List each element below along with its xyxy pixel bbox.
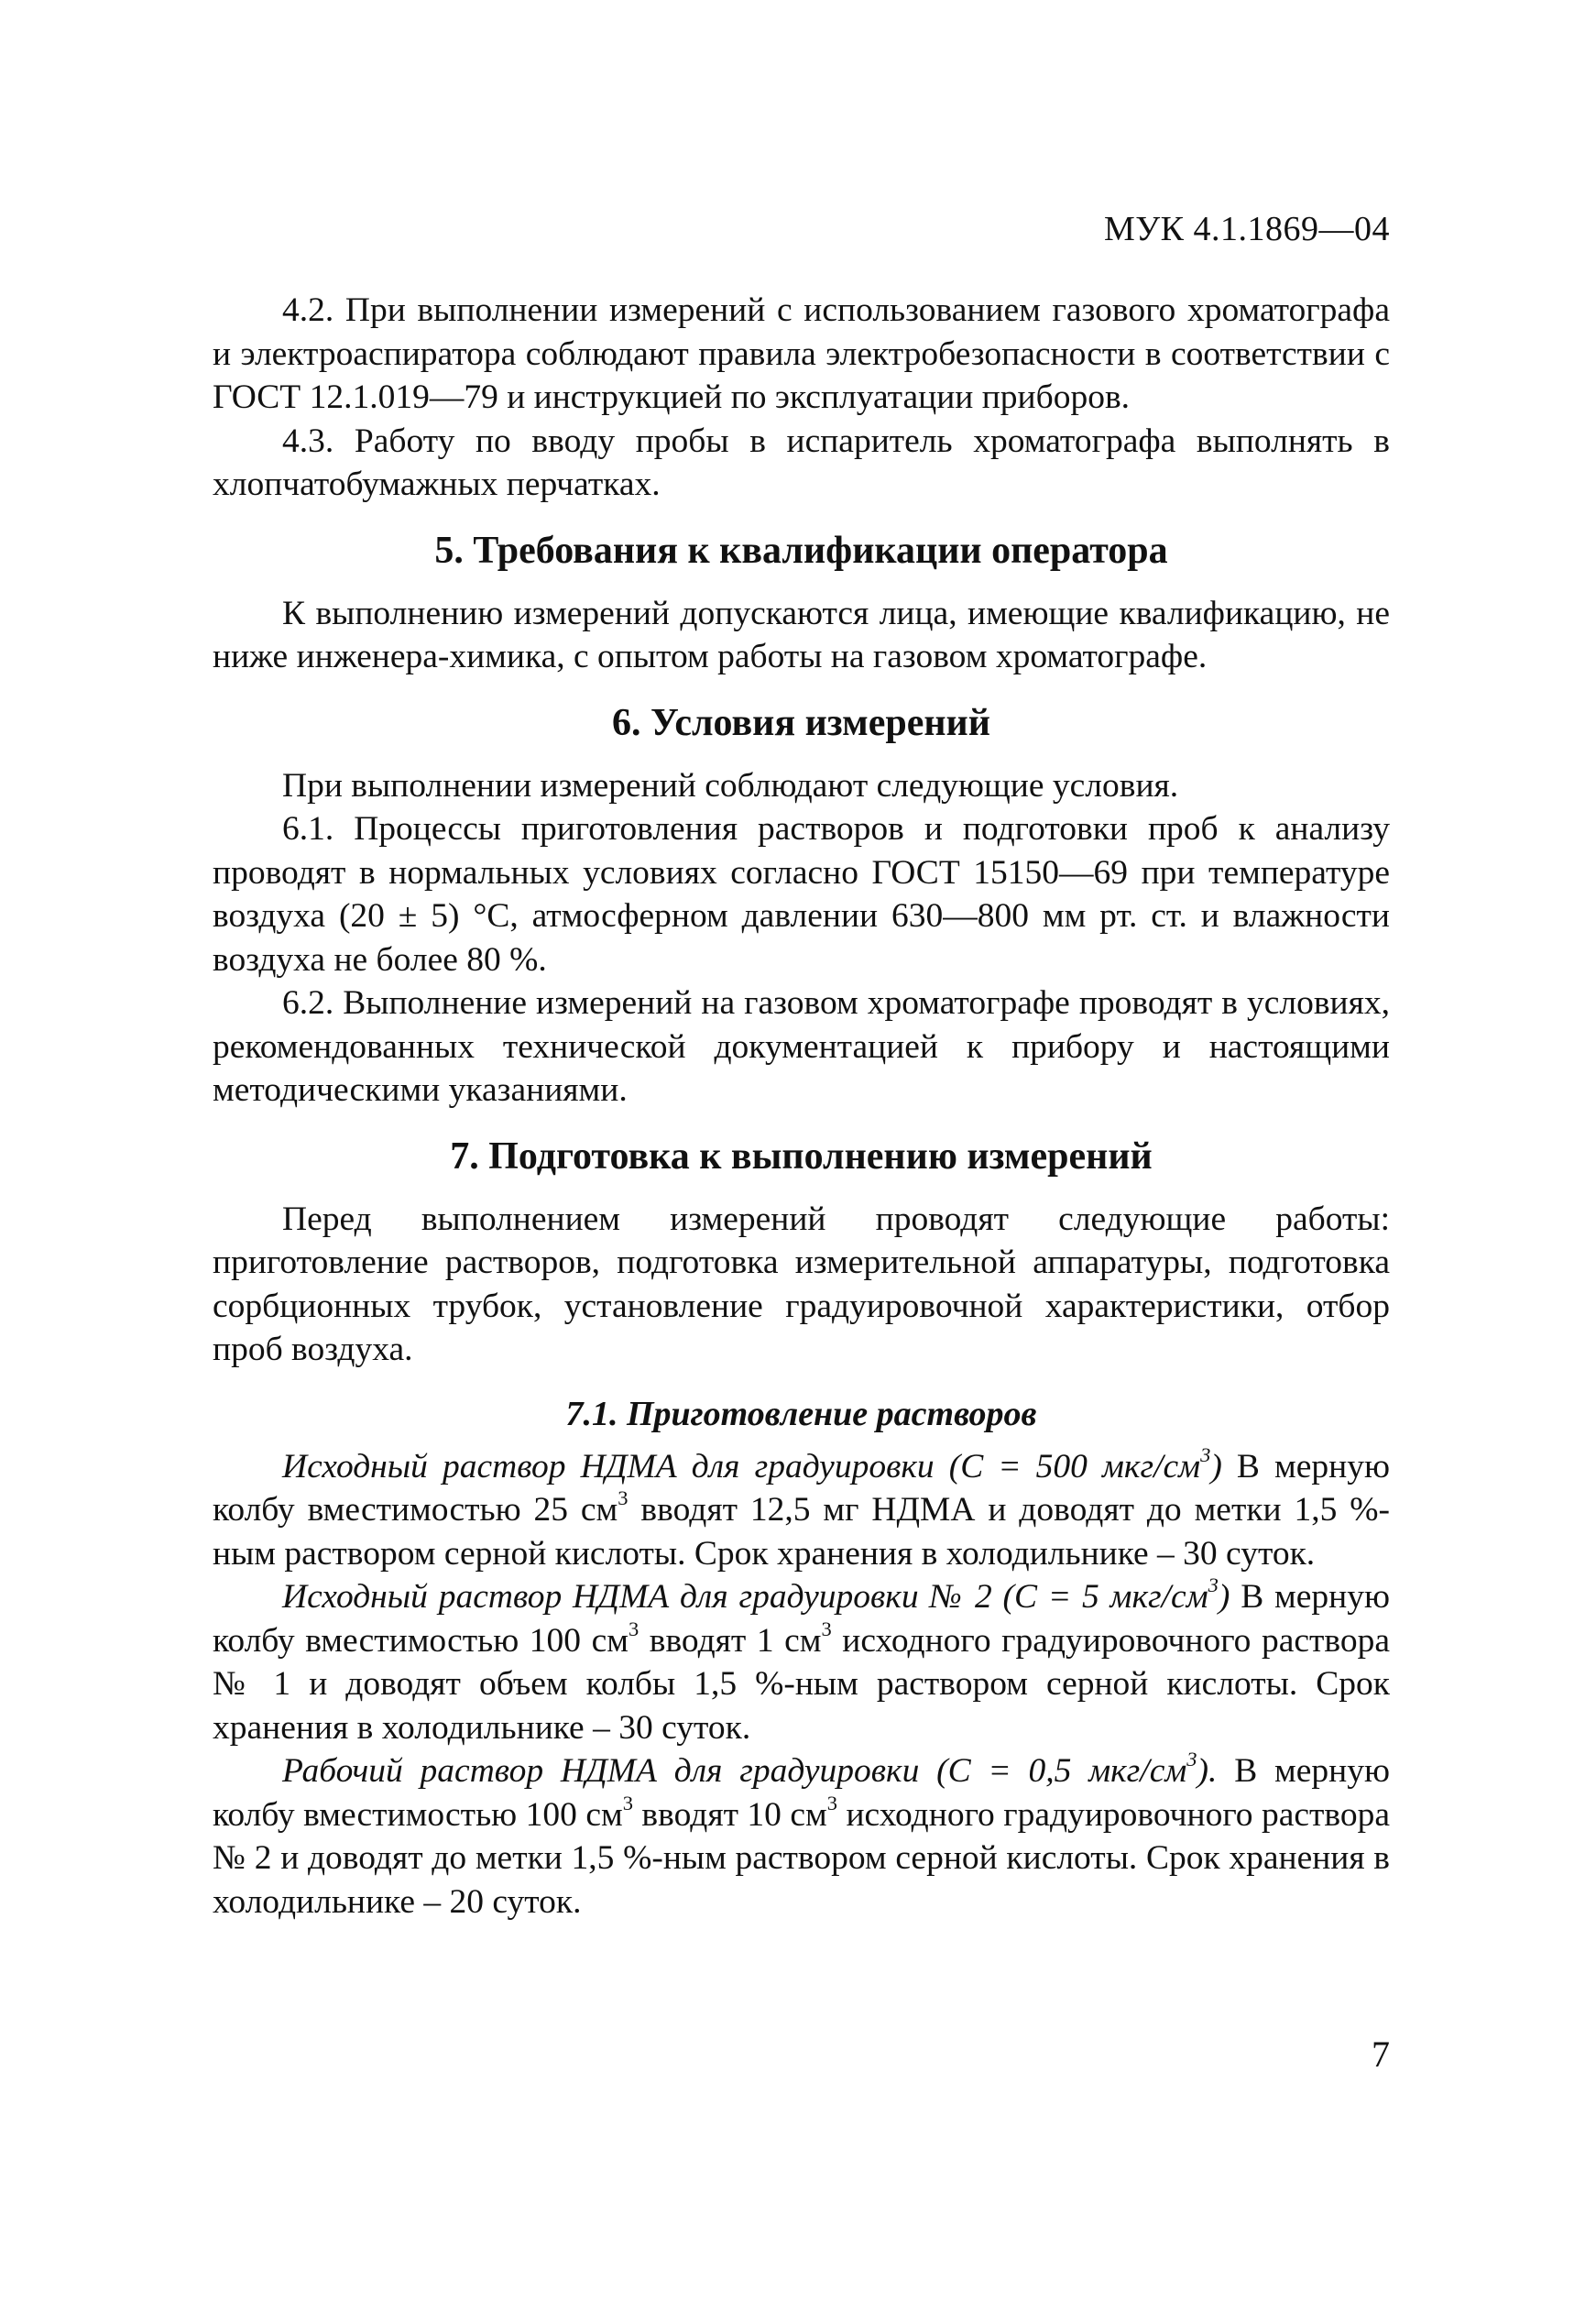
page-number: 7 [1372,2034,1390,2075]
solution-2-lead-end: ) [1218,1578,1230,1616]
section-7-title: 7. Подготовка к выполнению измерений [450,1135,1153,1178]
solution-2-paragraph [213,1575,1390,1749]
solution-1-lead-end: ) [1210,1447,1222,1485]
solution-2-sup-1: 3 [628,1617,639,1640]
paragraph-6-1: 6.1. Процессы приготовления растворов и подготовки проб к анализу проводят в нормальных условиях согласно ГОСТ 15150—69 при температуре воздуха (20 ± 5) °C, атмосферном давлении 630—800 мм рт. ст. и влажности воздуха не более 80 %. [213,810,1390,979]
section-6-title: 6. Условия измерений [612,701,990,744]
subsection-7-1-title: 7.1. Приготовление растворов [565,1394,1037,1433]
section-6-intro: При выполнении измерений соблюдают следующие условия. [282,766,1179,805]
solution-1-paragraph [213,1442,1391,1576]
solution-1-text-1: В мерную колбу вместимостью 25 см [213,1447,1390,1529]
solution-2-text-2: вводят 1 см [639,1621,822,1660]
solution-3-text-2: вводят 10 см [632,1795,827,1834]
paragraph-4-2: 4.2. При выполнении измерений с использованием газового хроматографа и электроаспиратора соблюдают правила электробезопасности в соответствии с ГОСТ 12.1.019—79 и инструкцией по эксплуатации приборов. [213,291,1390,416]
page-content [213,289,1390,1924]
solution-2-text-3: исходного градуировочного раствора № 1 и доводят объем колбы 1,5 %-ным раствором серной кислоты. Срок хранения в холодильнике – 30 суток. [213,1621,1390,1747]
solution-3-text-1: В мерную колбу вместимостью 100 см [213,1752,1390,1834]
solution-3-lead-sup: 3 [1186,1748,1197,1771]
solution-3-text-3: исходного градуировочного раствора № 2 и доводят до метки 1,5 %-ным раствором серной кислоты. Срок хранения в холодильнике – 20 суток. [213,1795,1390,1921]
paragraph-6-2: 6.2. Выполнение измерений на газовом хроматографе проводят в условиях, рекомендованных технической документацией к прибору и настоящими методическими указаниями. [213,984,1390,1109]
paragraph-4-3: 4.3. Работу по вводу пробы в испаритель хроматографа выполнять в хлопчатобумажных перчатках. [213,422,1390,503]
section-5-title: 5. Требования к квалификации оператора [434,529,1168,572]
solution-1-lead-sup: 3 [1200,1442,1211,1466]
solution-3-lead-end: ). [1197,1752,1218,1790]
solution-3-paragraph [213,1749,1390,1924]
solution-2-sup-2: 3 [821,1617,832,1640]
section-7-intro: Перед выполнением измерений проводят следующие работы: приготовление растворов, подготовка измерительной аппаратуры, подготовка сорбционных трубок, установление градуировочной характеристики, отбор проб воздуха. [213,1200,1390,1368]
solution-2-lead: Исходный раствор НДМА для градуировки № 2 (С = 5 мкг/см [282,1578,1208,1616]
solution-1-sup-1: 3 [618,1486,629,1510]
document-code: МУК 4.1.1869—04 [1103,210,1390,248]
solution-3-lead: Рабочий раствор НДМА для градуировки (С = 0,5 мкг/см [282,1752,1187,1790]
solution-3-sup-1: 3 [622,1791,633,1814]
solution-1-lead: Исходный раствор НДМА для градуировки (С = 500 мкг/см [282,1447,1201,1485]
solution-2-text-1: В мерную колбу вместимостью 100 см [213,1578,1390,1660]
solution-3-sup-2: 3 [826,1791,838,1814]
solution-1-text-2: вводят 12,5 мг НДМА и доводят до метки 1,5 %-ным раствором серной кислоты. Срок хранения в холодильнике – 30 суток. [213,1491,1391,1573]
solution-2-lead-sup: 3 [1208,1573,1219,1597]
section-5-text: К выполнению измерений допускаются лица, имеющие квалификацию, не ниже инженера-химика, с опытом работы на газовом хроматографе. [213,594,1390,675]
